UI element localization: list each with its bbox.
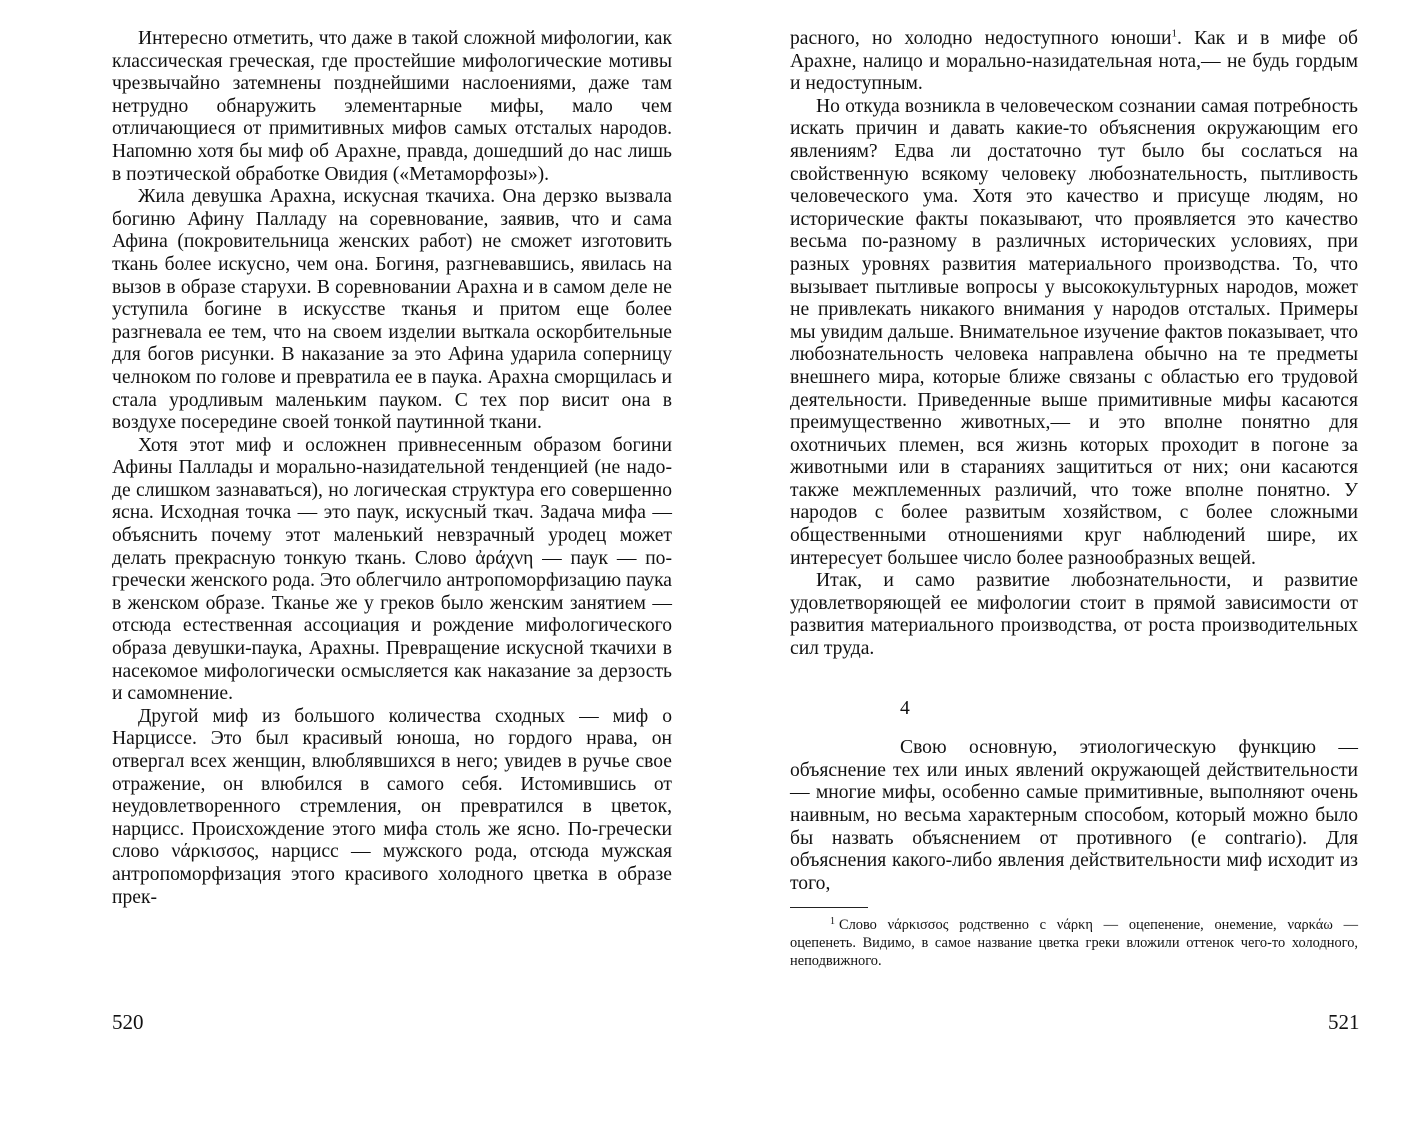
footnote-mark: 1 [830, 915, 835, 927]
paragraph-etiological-function: Свою основную, этиологическую функцию — объяснение тех или иных явлений окружающей действительности — многие мифы, особенно самые примитивные, выполняют очень наивным, но весьма характерным способом, который можно было бы назвать объяснением от противного (e contrario). Для объяснения какого-либо явления действительности миф исходит из того, [790, 737, 1358, 894]
paragraph-arachne-analysis: Хотя этот миф и осложнен привнесенным образом богини Афины Паллады и морально-назидательной тенденцией (не надо-де слишком зазнаваться), но логическая структура его совершенно ясна. Исходная точка — это паук, искусный ткач. Задача мифа — объяснить почему этот маленький невзрачный уродец может делать прекрасную тонкую ткань. Слово ἀράχνη — паук — по-гречески женского рода. Это облегчило антропоморфизацию паука в женском образе. Тканье же у греков было женским занятием — отсюда естественная ассоциация и рождение мифологического образа девушки-паука, Арахны. Превращение искусной ткачихи в насекомое мифологически осмысляется как наказание за дерзость и самомнение. [112, 434, 672, 705]
footnote [790, 916, 1358, 970]
page-number-right: 521 [1328, 1010, 1360, 1034]
right-text-column [790, 28, 1358, 970]
right-page [706, 0, 1413, 1130]
paragraph-arachne-intro: Интересно отметить, что даже в такой сложной мифологии, как классическая греческая, где простейшие мифологические мотивы чрезвычайно затемнены позднейшими наслоениями, даже там нетрудно обнаружить элементарные мифы, мало чем отличающиеся от примитивных мифов самых отсталых народов. Напомню хотя бы миф об Арахне, правда, дошедший до нас лишь в поэтической обработке Овидия («Метаморфозы»). [112, 28, 672, 185]
paragraph-arachne-story: Жила девушка Арахна, искусная ткачиха. Она дерзко вызвала богиню Афину Палладу на соревнование, заявив, что и сама Афина (покровительница женских работ) не сможет изготовить ткань более искусно, чем она. Богиня, разгневавшись, явилась на вызов в образе старухи. В соревновании Арахна и в самом деле не уступила богине в искусстве тканья и притом еще более разгневала ее тем, что на своем изделии выткала оскорбительные для богов рисунки. В наказание за это Афина ударила соперницу челноком по голове и превратила ее в паука. Арахна сморщилась и стала уродливым маленьким пауком. С тех пор висит она в воздухе посередине своей тонкой паутинной ткани. [112, 186, 672, 434]
left-page [0, 0, 706, 1130]
paragraph-curiosity-origin: Но откуда возникла в человеческом сознании самая потребность искать причин и давать какие-то объяснения окружающим его явлениям? Едва ли достаточно тут было бы сослаться на свойственную всякому человеку любознательность, пытливость человеческого ума. Хотя это качество и присуще людям, но исторические факты показывают, что проявляется это качество весьма по-разному в различных исторических условиях, при разных уровнях развития материального производства. То, что вызывает пытливые вопросы у высококультурных народов, может не привлекать никакого внимания у народов отсталых. Примеры мы увидим дальше. Внимательное изучение фактов показывает, что любознательность человека направлена обычно на те предметы внешнего мира, которые ближе связаны с областью его трудовой деятельности. Приведенные выше примитивные мифы касаются преимущественно животных,— и это вполне понятно для охотничьих племен, вся жизнь которых проходит в погоне за животными или в стараниях защититься от них; они касаются также межплеменных различий, что тоже вполне понятно. У народов с более развитым хозяйством, с более сложными общественными отношениями круг наблюдений шире, их интересует большее число более разнообразных вещей. [790, 95, 1358, 569]
paragraph-narcissus-continuation [790, 28, 1358, 96]
paragraph-conclusion: Итак, и само развитие любознательности, и развитие удовлетворяющей ее мифологии стоит в прямой зависимости от развития материального производства, от роста производительных сил труда. [790, 570, 1358, 660]
footnote-text: Слово νάρκισσος родственно с νάρκη — оцепенение, онемение, ναρκάω — оцепенеть. Видимо, в самое название цветка греки вложили оттенок чего-то холодного, неподвижного. [790, 917, 1358, 970]
section-number: 4 [900, 697, 910, 719]
page-number-left: 520 [112, 1010, 144, 1034]
footnote-reference[interactable]: 1 [1171, 27, 1177, 40]
footnote-divider [790, 907, 868, 908]
paragraph-narcissus: Другой миф из большого количества сходных — миф о Нарциссе. Это был красивый юноша, но гордого нрава, он отвергал всех женщин, влюблявшихся в него; увидев в ручье свое отражение, он влюбился в самого себя. Истомившись от неудовлетворенного стремления, он превратился в цветок, нарцисс. Происхождение этого мифа столь же ясно. По-гречески слово νάρκισσος, нарцисс — мужского рода, отсюда мужская антропоморфизация этого красивого холодного цветка в образе прек- [112, 705, 672, 908]
continuation-text-tail: . Как и в мифе об Арахне, налицо и морально-назидательная нота,— не будь гордым и недоступным. [790, 28, 1358, 95]
left-text-column [112, 28, 672, 909]
continuation-text: расного, но холодно недоступного юноши [790, 28, 1172, 49]
